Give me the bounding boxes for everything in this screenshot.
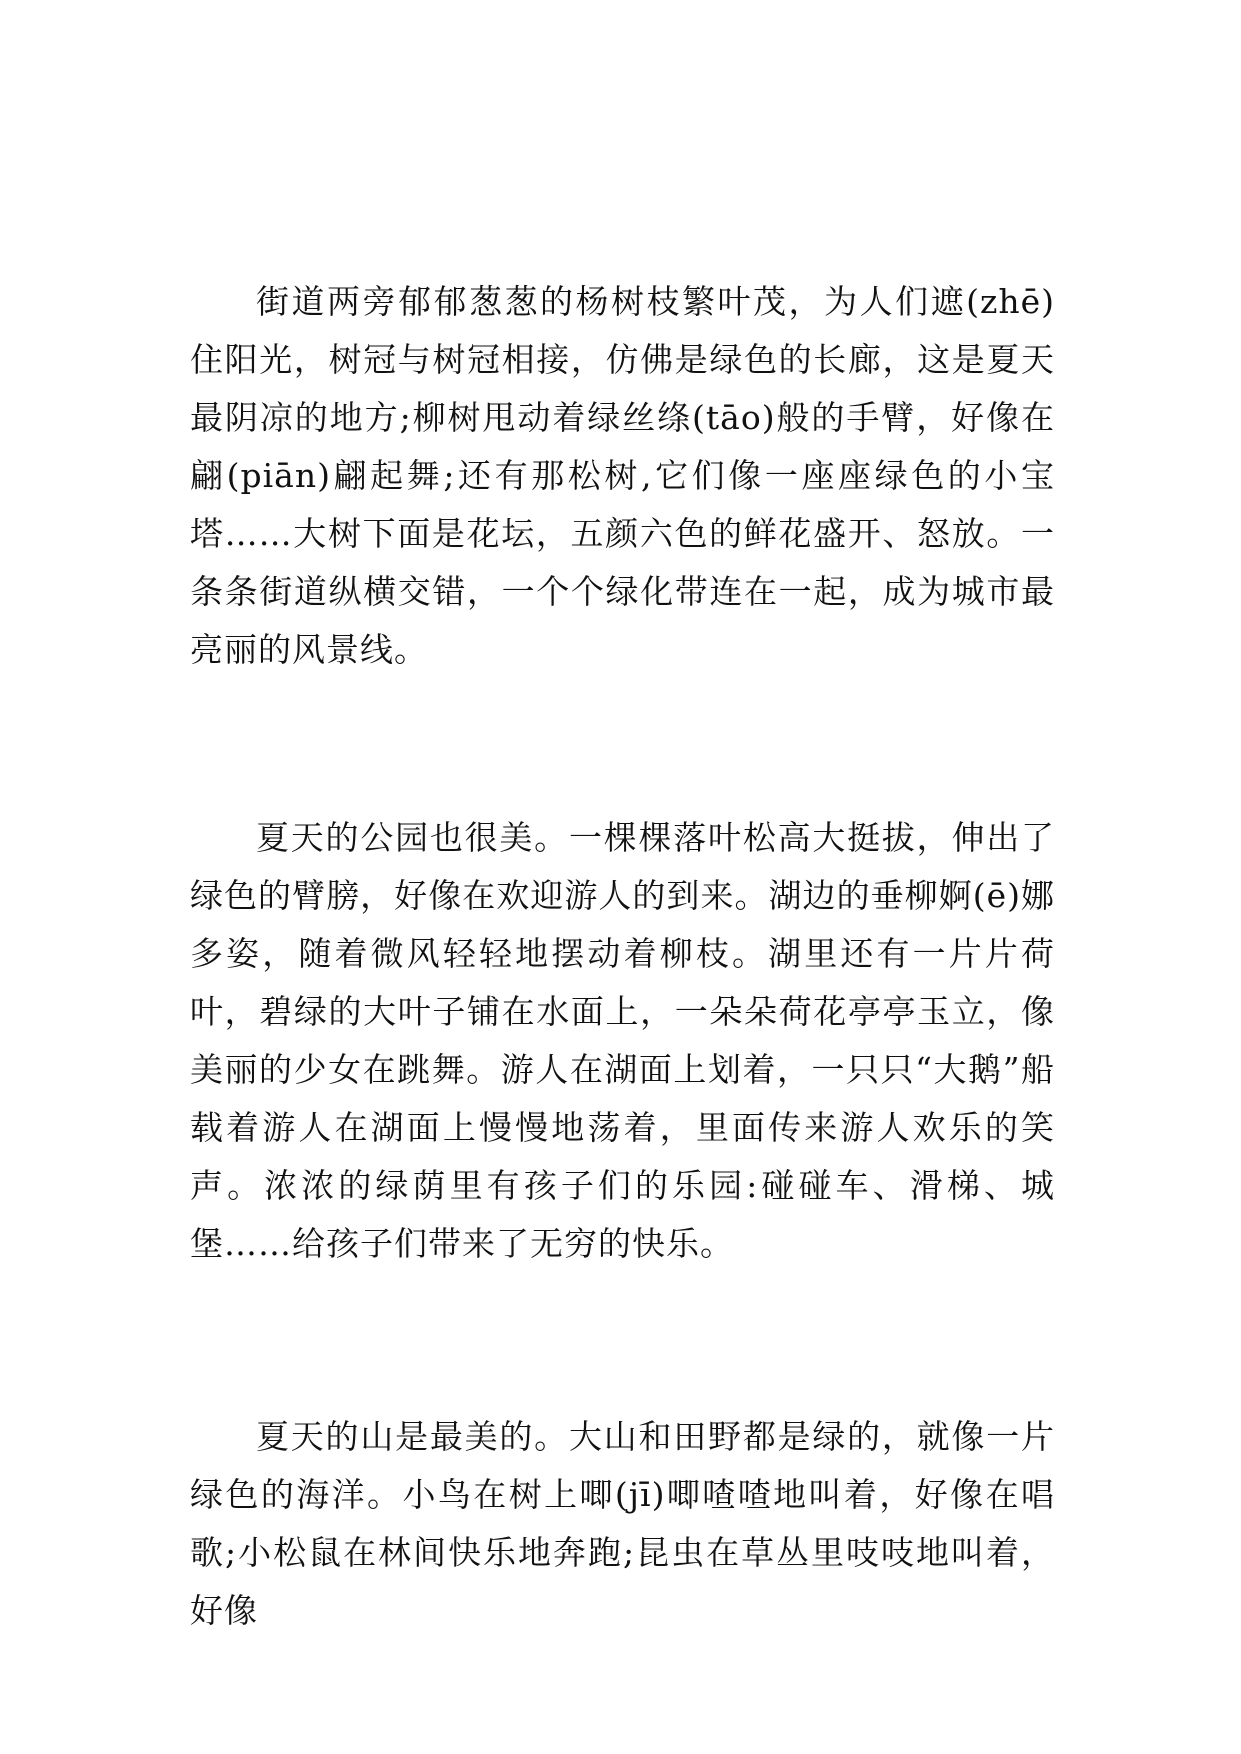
paragraph-park: 夏天的公园也很美。一棵棵落叶松高大挺拔，伸出了绿色的臂膀，好像在欢迎游人的到来。湖边的垂柳婀(ē)娜多姿，随着微风轻轻地摆动着柳枝。湖里还有一片片荷叶，碧绿的大叶子铺在水面上，一朵朵荷花亭亭玉立，像美丽的少女在跳舞。游人在湖面上划着，一只只“大鹅”船载着游人在湖面上慢慢地荡着，里面传来游人欢乐的笑声。浓浓的绿荫里有孩子们的乐园:碰碰车、滑梯、城堡……给孩子们带来了无穷的快乐。 (190, 818, 1055, 1263)
paragraph-street-trees: 街道两旁郁郁葱葱的杨树枝繁叶茂，为人们遮(zhē)住阳光，树冠与树冠相接，仿佛是绿色的长廊，这是夏天最阴凉的地方;柳树甩动着绿丝绦(tāo)般的手臂，好像在翩(piān)翩起舞;还有那松树,它们像一座座绿色的小宝塔……大树下面是花坛，五颜六色的鲜花盛开、怒放。一条条街道纵横交错，一个个绿化带连在一起，成为城市最亮丽的风景线。 (190, 282, 1055, 669)
paragraph-mountains: 夏天的山是最美的。大山和田野都是绿的，就像一片绿色的海洋。小鸟在树上唧(jī)唧喳喳地叫着，好像在唱歌;小松鼠在林间快乐地奔跑;昆虫在草丛里吱吱地叫着，好像 (190, 1417, 1055, 1630)
